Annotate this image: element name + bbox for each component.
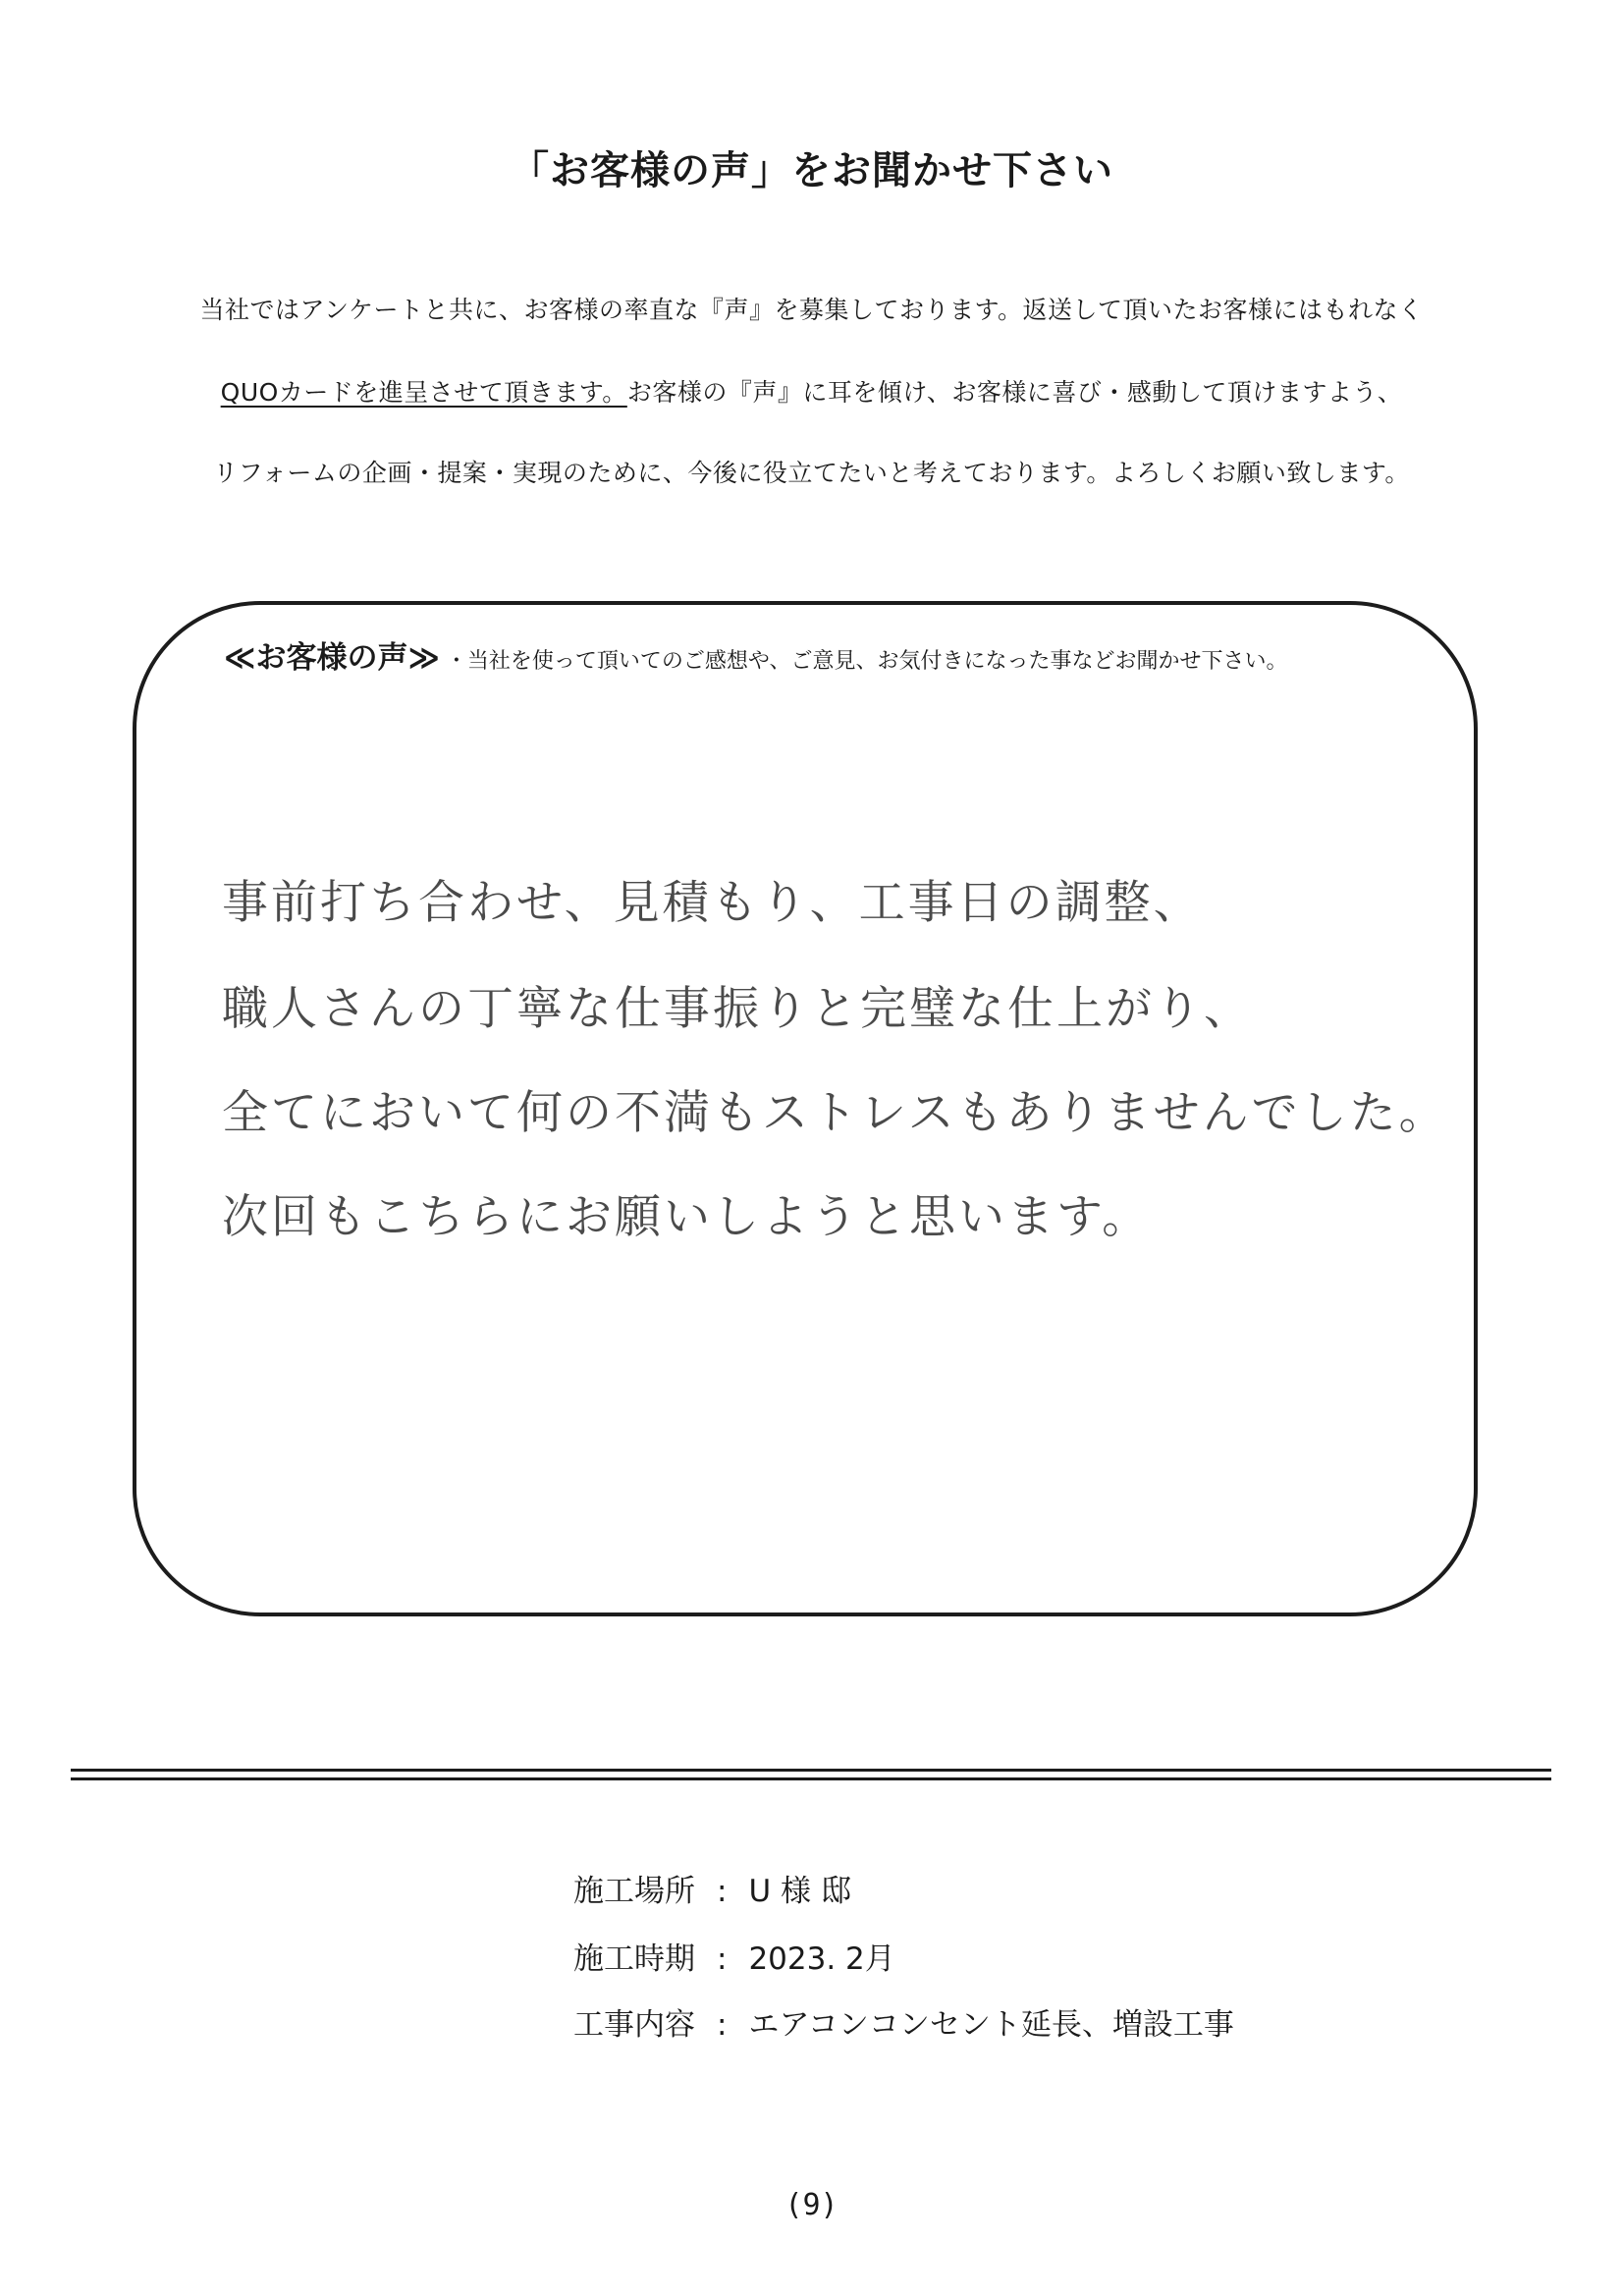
customer-comment-line: 職人さんの丁寧な仕事振りと完璧な仕上がり、	[222, 982, 1253, 1036]
intro-line-1: 当社ではアンケートと共に、お客様の率直な『声』を募集しております。返送して頂いたお客様にはもれなく	[199, 296, 1424, 324]
customer-comment-line: 次回もこちらにお願いしようと思います。	[222, 1190, 1152, 1244]
construction-period-label: 施工時期	[573, 1941, 695, 1977]
customer-comment-line: 全てにおいて何の不満もストレスもありませんでした。	[222, 1086, 1448, 1140]
construction-location-row	[573, 1866, 851, 1910]
intro-line-2-rest: お客様の『声』に耳を傾け、お客様に喜び・感動して頂けますよう、	[626, 378, 1403, 407]
intro-line-3: リフォームの企画・提案・実現のために、今後に役立てたいと考えております。よろしくお願い致します。	[213, 459, 1410, 487]
page-title: 「お客様の声」をお聞かせ下さい	[510, 148, 1113, 193]
construction-content-value: エアコンコンセント延長、増設工事	[748, 2007, 1234, 2043]
divider-line	[71, 1769, 1551, 1772]
customer-comment-line: 事前打ち合わせ、見積もり、工事日の調整、	[222, 876, 1203, 930]
construction-location-label: 施工場所	[573, 1874, 695, 1909]
customer-voice-label: ≪お客様の声≫	[224, 640, 440, 676]
customer-voice-instruction: ・当社を使って頂いてのご感想や、ご意見、お気付きになった事などお聞かせ下さい。	[445, 649, 1288, 674]
row-separator: :	[717, 1874, 728, 1909]
construction-location-value: U 様 邸	[748, 1874, 851, 1909]
construction-period-value: 2023. 2月	[748, 1941, 895, 1977]
intro-quo-card-notice: QUOカードを進呈させて頂きます。	[220, 378, 627, 407]
customer-voice-header	[224, 632, 1287, 677]
row-separator: :	[717, 2007, 728, 2043]
construction-content-label: 工事内容	[573, 2007, 695, 2043]
row-separator: :	[717, 1941, 728, 1977]
construction-period-row	[573, 1934, 895, 1978]
construction-content-row	[573, 1999, 1234, 2044]
page-number: (9)	[784, 2188, 839, 2222]
intro-line-2	[0, 373, 1623, 409]
divider-line	[71, 1777, 1551, 1780]
